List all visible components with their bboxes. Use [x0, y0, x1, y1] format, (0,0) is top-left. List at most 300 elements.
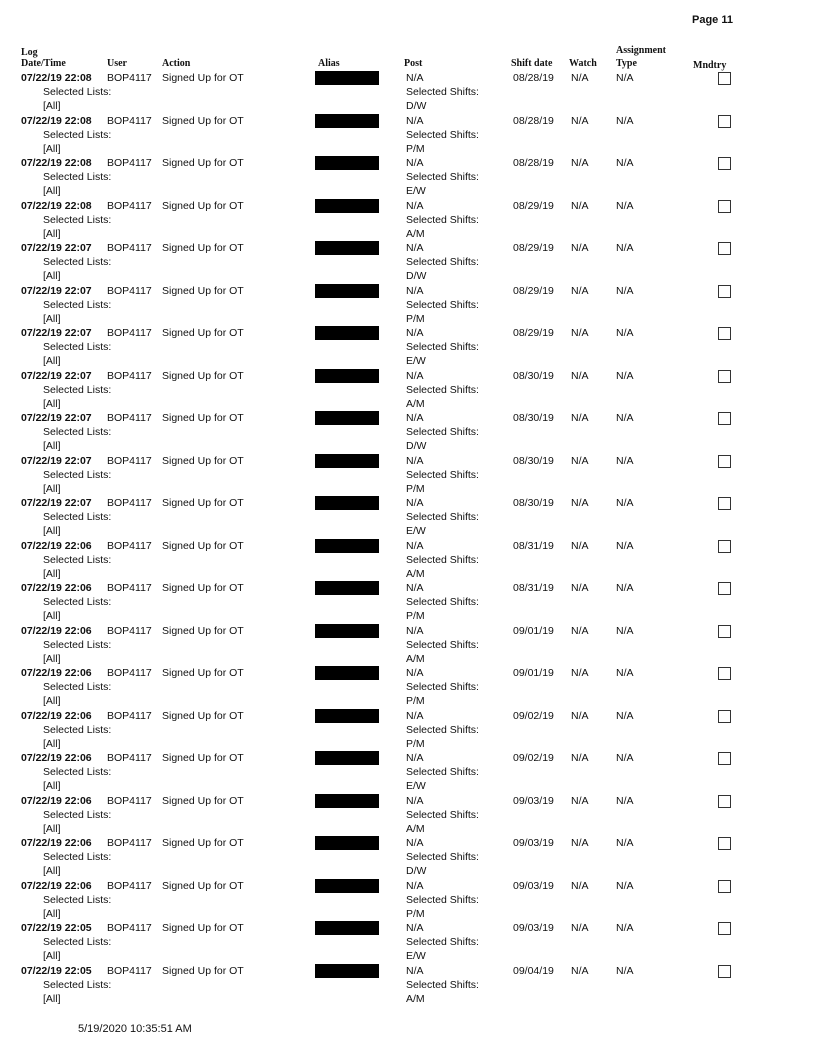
selected-lists-label: Selected Lists:	[43, 681, 112, 693]
selected-shifts-label: Selected Shifts:	[406, 681, 479, 693]
selected-shifts-value: D/W	[406, 440, 427, 452]
selected-shifts-label: Selected Shifts:	[406, 851, 479, 863]
mandatory-checkbox[interactable]	[718, 922, 731, 935]
watch-value: N/A	[571, 454, 589, 467]
mandatory-checkbox[interactable]	[718, 625, 731, 638]
user-id: BOP4117	[107, 327, 152, 339]
shift-date: 08/30/19	[513, 412, 554, 424]
selected-shifts-label: Selected Shifts:	[406, 766, 479, 778]
log-datetime: 07/22/19 22:06	[21, 794, 92, 807]
mandatory-checkbox[interactable]	[718, 880, 731, 893]
alias-redaction	[315, 411, 379, 425]
table-row	[0, 582, 817, 625]
post-value: N/A	[406, 284, 424, 297]
post-value: N/A	[406, 114, 424, 127]
selected-shifts-value: E/W	[406, 355, 426, 367]
selected-lists-label: Selected Lists:	[43, 936, 112, 948]
mandatory-checkbox[interactable]	[718, 752, 731, 765]
post-value: N/A	[406, 454, 424, 467]
assignment-type: N/A	[616, 794, 634, 807]
selected-shifts-label: Selected Shifts:	[406, 893, 479, 906]
assignment-type: N/A	[616, 667, 634, 679]
action-text: Signed Up for OT	[162, 157, 244, 169]
shift-date: 08/28/19	[513, 157, 554, 169]
selected-lists-value: [All]	[43, 100, 61, 112]
action-text: Signed Up for OT	[162, 922, 244, 934]
alias-redaction	[315, 71, 379, 85]
selected-shifts-label: Selected Shifts:	[406, 86, 479, 98]
mandatory-checkbox[interactable]	[718, 200, 731, 213]
watch-value: N/A	[571, 794, 589, 807]
shift-date: 08/29/19	[513, 284, 554, 297]
watch-value: N/A	[571, 709, 589, 722]
shift-date: 08/30/19	[513, 454, 554, 467]
alias-redaction	[315, 241, 379, 255]
post-value: N/A	[406, 369, 424, 382]
log-datetime: 07/22/19 22:05	[21, 964, 92, 977]
selected-shifts-label: Selected Shifts:	[406, 298, 479, 311]
selected-shifts-label: Selected Shifts:	[406, 171, 479, 183]
log-datetime: 07/22/19 22:07	[21, 284, 92, 297]
alias-redaction	[315, 751, 379, 765]
log-datetime: 07/22/19 22:07	[21, 242, 92, 254]
assignment-type: N/A	[616, 879, 634, 892]
mandatory-checkbox[interactable]	[718, 540, 731, 553]
mandatory-checkbox[interactable]	[718, 667, 731, 680]
table-row	[0, 710, 817, 753]
user-id: BOP4117	[107, 72, 152, 84]
user-id: BOP4117	[107, 199, 152, 212]
post-value: N/A	[406, 837, 424, 849]
table-row	[0, 540, 817, 583]
header-log: Log	[21, 47, 38, 58]
selected-lists-value: [All]	[43, 227, 61, 240]
selected-shifts-label: Selected Shifts:	[406, 723, 479, 736]
action-text: Signed Up for OT	[162, 369, 244, 382]
table-row	[0, 922, 817, 965]
assignment-type: N/A	[616, 242, 634, 254]
selected-lists-value: [All]	[43, 992, 61, 1005]
selected-shifts-label: Selected Shifts:	[406, 468, 479, 481]
shift-date: 08/28/19	[513, 72, 554, 84]
alias-redaction	[315, 454, 379, 468]
user-id: BOP4117	[107, 497, 152, 509]
selected-lists-value: [All]	[43, 610, 61, 622]
alias-redaction	[315, 156, 379, 170]
selected-lists-label: Selected Lists:	[43, 383, 112, 396]
watch-value: N/A	[571, 922, 589, 934]
post-value: N/A	[406, 709, 424, 722]
selected-lists-label: Selected Lists:	[43, 426, 112, 438]
user-id: BOP4117	[107, 837, 152, 849]
table-row	[0, 72, 817, 115]
shift-date: 09/03/19	[513, 794, 554, 807]
selected-shifts-value: P/M	[406, 142, 425, 155]
user-id: BOP4117	[107, 922, 152, 934]
selected-shifts-value: E/W	[406, 950, 426, 962]
selected-shifts-label: Selected Shifts:	[406, 341, 479, 353]
assignment-type: N/A	[616, 582, 634, 594]
selected-lists-label: Selected Lists:	[43, 893, 112, 906]
log-datetime: 07/22/19 22:05	[21, 922, 92, 934]
watch-value: N/A	[571, 539, 589, 552]
selected-lists-label: Selected Lists:	[43, 86, 112, 98]
header-user: User	[107, 58, 127, 69]
post-value: N/A	[406, 624, 424, 637]
selected-shifts-value: P/M	[406, 610, 425, 622]
shift-date: 09/02/19	[513, 752, 554, 764]
selected-lists-label: Selected Lists:	[43, 171, 112, 183]
shift-date: 08/31/19	[513, 582, 554, 594]
shift-date: 09/03/19	[513, 922, 554, 934]
assignment-type: N/A	[616, 752, 634, 764]
selected-lists-label: Selected Lists:	[43, 978, 112, 991]
post-value: N/A	[406, 922, 424, 934]
mandatory-checkbox[interactable]	[718, 412, 731, 425]
user-id: BOP4117	[107, 412, 152, 424]
post-value: N/A	[406, 667, 424, 679]
user-id: BOP4117	[107, 879, 152, 892]
shift-date: 09/01/19	[513, 624, 554, 637]
action-text: Signed Up for OT	[162, 964, 244, 977]
mandatory-checkbox[interactable]	[718, 455, 731, 468]
alias-redaction	[315, 496, 379, 510]
action-text: Signed Up for OT	[162, 497, 244, 509]
selected-lists-value: [All]	[43, 907, 61, 920]
log-datetime: 07/22/19 22:08	[21, 157, 92, 169]
table-row	[0, 412, 817, 455]
log-datetime: 07/22/19 22:06	[21, 709, 92, 722]
selected-lists-value: [All]	[43, 652, 61, 665]
action-text: Signed Up for OT	[162, 752, 244, 764]
assignment-type: N/A	[616, 709, 634, 722]
footer-timestamp: 5/19/2020 10:35:51 AM	[78, 1023, 192, 1035]
selected-shifts-label: Selected Shifts:	[406, 511, 479, 523]
page-number: Page 11	[692, 14, 733, 26]
selected-lists-value: [All]	[43, 525, 61, 537]
selected-shifts-label: Selected Shifts:	[406, 596, 479, 608]
table-row	[0, 667, 817, 710]
log-datetime: 07/22/19 22:06	[21, 582, 92, 594]
log-datetime: 07/22/19 22:06	[21, 624, 92, 637]
assignment-type: N/A	[616, 114, 634, 127]
selected-shifts-label: Selected Shifts:	[406, 553, 479, 566]
selected-shifts-value: A/M	[406, 397, 425, 410]
header-mandatory: Mndtry	[693, 60, 727, 71]
user-id: BOP4117	[107, 752, 152, 764]
assignment-type: N/A	[616, 837, 634, 849]
user-id: BOP4117	[107, 667, 152, 679]
watch-value: N/A	[571, 327, 589, 339]
watch-value: N/A	[571, 284, 589, 297]
header-watch: Watch	[569, 58, 597, 69]
watch-value: N/A	[571, 964, 589, 977]
selected-lists-label: Selected Lists:	[43, 256, 112, 268]
selected-lists-value: [All]	[43, 865, 61, 877]
selected-shifts-value: P/M	[406, 482, 425, 495]
post-value: N/A	[406, 327, 424, 339]
shift-date: 09/02/19	[513, 709, 554, 722]
assignment-type: N/A	[616, 454, 634, 467]
selected-shifts-label: Selected Shifts:	[406, 426, 479, 438]
post-value: N/A	[406, 964, 424, 977]
user-id: BOP4117	[107, 454, 152, 467]
assignment-type: N/A	[616, 624, 634, 637]
table-row	[0, 795, 817, 838]
log-datetime: 07/22/19 22:06	[21, 539, 92, 552]
user-id: BOP4117	[107, 369, 152, 382]
log-datetime: 07/22/19 22:07	[21, 497, 92, 509]
post-value: N/A	[406, 879, 424, 892]
action-text: Signed Up for OT	[162, 582, 244, 594]
shift-date: 08/28/19	[513, 114, 554, 127]
shift-date: 09/01/19	[513, 667, 554, 679]
watch-value: N/A	[571, 157, 589, 169]
selected-shifts-value: P/M	[406, 695, 425, 707]
assignment-type: N/A	[616, 922, 634, 934]
log-datetime: 07/22/19 22:07	[21, 412, 92, 424]
alias-redaction	[315, 369, 379, 383]
post-value: N/A	[406, 242, 424, 254]
selected-lists-value: [All]	[43, 185, 61, 197]
user-id: BOP4117	[107, 539, 152, 552]
user-id: BOP4117	[107, 794, 152, 807]
assignment-type: N/A	[616, 327, 634, 339]
post-value: N/A	[406, 497, 424, 509]
selected-shifts-label: Selected Shifts:	[406, 256, 479, 268]
shift-date: 08/29/19	[513, 327, 554, 339]
table-row	[0, 497, 817, 540]
shift-date: 08/31/19	[513, 539, 554, 552]
mandatory-checkbox[interactable]	[718, 795, 731, 808]
selected-lists-label: Selected Lists:	[43, 808, 112, 821]
assignment-type: N/A	[616, 72, 634, 84]
table-row	[0, 880, 817, 923]
alias-redaction	[315, 879, 379, 893]
selected-lists-label: Selected Lists:	[43, 553, 112, 566]
mandatory-checkbox[interactable]	[718, 327, 731, 340]
action-text: Signed Up for OT	[162, 837, 244, 849]
selected-lists-label: Selected Lists:	[43, 638, 112, 651]
selected-lists-value: [All]	[43, 397, 61, 410]
selected-lists-value: [All]	[43, 695, 61, 707]
post-value: N/A	[406, 582, 424, 594]
assignment-type: N/A	[616, 284, 634, 297]
selected-lists-value: [All]	[43, 567, 61, 580]
selected-lists-label: Selected Lists:	[43, 511, 112, 523]
header-post: Post	[404, 58, 423, 69]
log-datetime: 07/22/19 22:06	[21, 879, 92, 892]
selected-lists-value: [All]	[43, 482, 61, 495]
selected-shifts-value: A/M	[406, 227, 425, 240]
assignment-type: N/A	[616, 157, 634, 169]
selected-shifts-value: D/W	[406, 100, 427, 112]
selected-lists-label: Selected Lists:	[43, 298, 112, 311]
selected-lists-value: [All]	[43, 440, 61, 452]
post-value: N/A	[406, 794, 424, 807]
selected-shifts-label: Selected Shifts:	[406, 128, 479, 141]
selected-shifts-value: E/W	[406, 185, 426, 197]
selected-shifts-value: A/M	[406, 652, 425, 665]
user-id: BOP4117	[107, 964, 152, 977]
table-row	[0, 752, 817, 795]
watch-value: N/A	[571, 412, 589, 424]
header-type: Type	[616, 58, 637, 69]
selected-lists-label: Selected Lists:	[43, 723, 112, 736]
alias-redaction	[315, 624, 379, 638]
watch-value: N/A	[571, 72, 589, 84]
table-row	[0, 455, 817, 498]
watch-value: N/A	[571, 582, 589, 594]
alias-redaction	[315, 539, 379, 553]
mandatory-checkbox[interactable]	[718, 72, 731, 85]
selected-shifts-value: A/M	[406, 822, 425, 835]
selected-shifts-label: Selected Shifts:	[406, 808, 479, 821]
table-row	[0, 242, 817, 285]
table-row	[0, 837, 817, 880]
post-value: N/A	[406, 199, 424, 212]
action-text: Signed Up for OT	[162, 412, 244, 424]
selected-shifts-label: Selected Shifts:	[406, 638, 479, 651]
header-alias: Alias	[318, 58, 340, 69]
selected-lists-value: [All]	[43, 312, 61, 325]
log-datetime: 07/22/19 22:07	[21, 454, 92, 467]
header-date-time: Date/Time	[21, 58, 66, 69]
user-id: BOP4117	[107, 157, 152, 169]
selected-shifts-value: P/M	[406, 907, 425, 920]
selected-lists-label: Selected Lists:	[43, 766, 112, 778]
user-id: BOP4117	[107, 284, 152, 297]
mandatory-checkbox[interactable]	[718, 115, 731, 128]
mandatory-checkbox[interactable]	[718, 157, 731, 170]
log-datetime: 07/22/19 22:07	[21, 369, 92, 382]
selected-shifts-label: Selected Shifts:	[406, 213, 479, 226]
action-text: Signed Up for OT	[162, 242, 244, 254]
header-shift-date: Shift date	[511, 58, 553, 69]
watch-value: N/A	[571, 199, 589, 212]
post-value: N/A	[406, 157, 424, 169]
action-text: Signed Up for OT	[162, 327, 244, 339]
user-id: BOP4117	[107, 242, 152, 254]
log-datetime: 07/22/19 22:08	[21, 72, 92, 84]
alias-redaction	[315, 794, 379, 808]
alias-redaction	[315, 284, 379, 298]
selected-shifts-label: Selected Shifts:	[406, 978, 479, 991]
shift-date: 08/30/19	[513, 497, 554, 509]
mandatory-checkbox[interactable]	[718, 837, 731, 850]
action-text: Signed Up for OT	[162, 114, 244, 127]
selected-shifts-value: E/W	[406, 525, 426, 537]
watch-value: N/A	[571, 242, 589, 254]
selected-lists-label: Selected Lists:	[43, 596, 112, 608]
selected-lists-value: [All]	[43, 822, 61, 835]
watch-value: N/A	[571, 497, 589, 509]
watch-value: N/A	[571, 369, 589, 382]
shift-date: 08/29/19	[513, 199, 554, 212]
table-row	[0, 115, 817, 158]
selected-shifts-value: E/W	[406, 780, 426, 792]
mandatory-checkbox[interactable]	[718, 582, 731, 595]
selected-lists-value: [All]	[43, 355, 61, 367]
mandatory-checkbox[interactable]	[718, 710, 731, 723]
watch-value: N/A	[571, 879, 589, 892]
action-text: Signed Up for OT	[162, 794, 244, 807]
action-text: Signed Up for OT	[162, 199, 244, 212]
watch-value: N/A	[571, 752, 589, 764]
alias-redaction	[315, 326, 379, 340]
user-id: BOP4117	[107, 709, 152, 722]
shift-date: 08/29/19	[513, 242, 554, 254]
log-datetime: 07/22/19 22:06	[21, 752, 92, 764]
alias-redaction	[315, 114, 379, 128]
shift-date: 09/04/19	[513, 964, 554, 977]
header-assignment: Assignment	[616, 45, 667, 56]
post-value: N/A	[406, 72, 424, 84]
user-id: BOP4117	[107, 582, 152, 594]
table-row	[0, 200, 817, 243]
watch-value: N/A	[571, 667, 589, 679]
post-value: N/A	[406, 412, 424, 424]
alias-redaction	[315, 836, 379, 850]
log-datetime: 07/22/19 22:08	[21, 199, 92, 212]
selected-shifts-value: A/M	[406, 567, 425, 580]
assignment-type: N/A	[616, 964, 634, 977]
assignment-type: N/A	[616, 369, 634, 382]
alias-redaction	[315, 199, 379, 213]
selected-shifts-label: Selected Shifts:	[406, 383, 479, 396]
selected-lists-value: [All]	[43, 142, 61, 155]
selected-shifts-value: D/W	[406, 270, 427, 282]
mandatory-checkbox[interactable]	[718, 285, 731, 298]
watch-value: N/A	[571, 624, 589, 637]
assignment-type: N/A	[616, 539, 634, 552]
watch-value: N/A	[571, 837, 589, 849]
shift-date: 09/03/19	[513, 837, 554, 849]
action-text: Signed Up for OT	[162, 667, 244, 679]
mandatory-checkbox[interactable]	[718, 497, 731, 510]
log-datetime: 07/22/19 22:08	[21, 114, 92, 127]
shift-date: 09/03/19	[513, 879, 554, 892]
table-row	[0, 370, 817, 413]
table-row	[0, 327, 817, 370]
watch-value: N/A	[571, 114, 589, 127]
action-text: Signed Up for OT	[162, 539, 244, 552]
selected-lists-label: Selected Lists:	[43, 341, 112, 353]
mandatory-checkbox[interactable]	[718, 370, 731, 383]
selected-lists-label: Selected Lists:	[43, 851, 112, 863]
log-datetime: 07/22/19 22:06	[21, 667, 92, 679]
alias-redaction	[315, 581, 379, 595]
selected-lists-value: [All]	[43, 270, 61, 282]
alias-redaction	[315, 964, 379, 978]
header-action: Action	[162, 58, 191, 69]
user-id: BOP4117	[107, 114, 152, 127]
mandatory-checkbox[interactable]	[718, 965, 731, 978]
selected-shifts-value: P/M	[406, 312, 425, 325]
action-text: Signed Up for OT	[162, 879, 244, 892]
alias-redaction	[315, 709, 379, 723]
selected-shifts-label: Selected Shifts:	[406, 936, 479, 948]
mandatory-checkbox[interactable]	[718, 242, 731, 255]
selected-lists-value: [All]	[43, 950, 61, 962]
log-table	[0, 72, 817, 1007]
log-datetime: 07/22/19 22:07	[21, 327, 92, 339]
alias-redaction	[315, 921, 379, 935]
alias-redaction	[315, 666, 379, 680]
assignment-type: N/A	[616, 497, 634, 509]
action-text: Signed Up for OT	[162, 72, 244, 84]
shift-date: 08/30/19	[513, 369, 554, 382]
